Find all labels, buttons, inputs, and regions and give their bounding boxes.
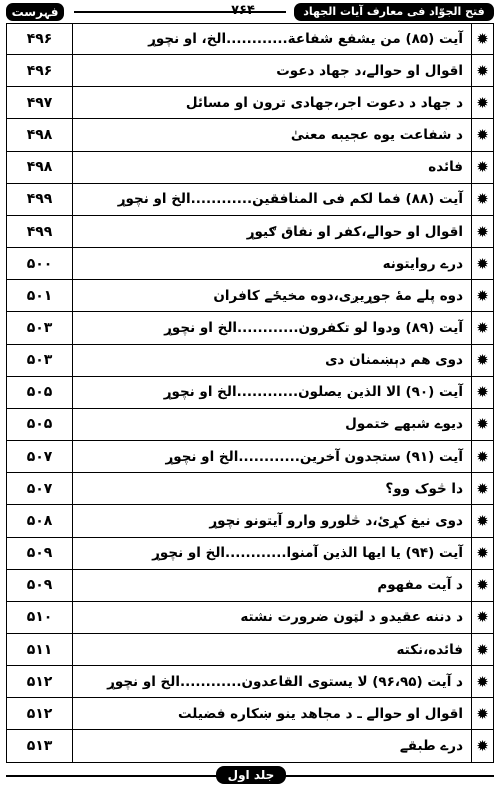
toc-page-number: ۵۰۵ <box>6 409 73 440</box>
toc-row <box>6 87 494 119</box>
toc-entry-title: آیت (۹۰) الا الذین یصلون............الخ او نچوړ <box>73 377 472 408</box>
toc-page-number: ۴۹۸ <box>6 152 73 183</box>
toc-row <box>6 441 494 473</box>
toc-row <box>6 570 494 602</box>
flower-ornament-icon: ✹ <box>472 602 494 633</box>
toc-row <box>6 312 494 344</box>
toc-page-number: ۴۹۹ <box>6 216 73 247</box>
toc-row <box>6 345 494 377</box>
flower-ornament-icon: ✹ <box>472 634 494 665</box>
toc-page-number: ۵۰۷ <box>6 441 73 472</box>
toc-entry-title: اقوال او حوالے،د جهاد دعوت <box>73 55 472 86</box>
toc-entry-title: د جهاد د دعوت اجر،جهادی ترون او مسائل <box>73 87 472 118</box>
header-rule-right <box>276 11 286 13</box>
flower-ornament-icon: ✹ <box>472 505 494 536</box>
flower-ornament-icon: ✹ <box>472 377 494 408</box>
flower-ornament-icon: ✹ <box>472 55 494 86</box>
flower-ornament-icon: ✹ <box>472 280 494 311</box>
flower-ornament-icon: ✹ <box>472 119 494 150</box>
toc-page-number: ۵۰۳ <box>6 345 73 376</box>
flower-ornament-icon: ✹ <box>472 473 494 504</box>
toc-page-number: ۵۰۹ <box>6 538 73 569</box>
toc-row <box>6 23 494 55</box>
toc-entry-title: آیت (۹۱) ستجدون آخرین............الخ او نچوړ <box>73 441 472 472</box>
page-footer <box>6 766 494 784</box>
toc-page-number: ۵۰۷ <box>6 473 73 504</box>
toc-page-number: ۵۰۱ <box>6 280 73 311</box>
toc-page-number: ۵۰۰ <box>6 248 73 279</box>
page-header <box>6 3 494 21</box>
toc-entry-title: اقوال او حوالے،کفر او نفاق ګیوړ <box>73 216 472 247</box>
toc-row <box>6 634 494 666</box>
toc-row <box>6 730 494 762</box>
flower-ornament-icon: ✹ <box>472 184 494 215</box>
volume-label: جلد اول <box>216 766 286 784</box>
toc-row <box>6 666 494 698</box>
toc-page-number: ۴۹۸ <box>6 119 73 150</box>
toc-entry-title: اقوال او حوالے ـ د مجاهد ینو ښکاره فضیلت <box>73 698 472 729</box>
toc-page-number: ۵۰۸ <box>6 505 73 536</box>
toc-row <box>6 119 494 151</box>
toc-page-number: ۵۰۳ <box>6 312 73 343</box>
toc-row <box>6 377 494 409</box>
toc-entry-title: دوی نیغ کړیٔ،د څلورو وارو آیتونو نچوړ <box>73 505 472 536</box>
toc-entry-title: درے طبقے <box>73 730 472 761</box>
flower-ornament-icon: ✹ <box>472 441 494 472</box>
toc-entry-title: درے روایتونه <box>73 248 472 279</box>
flower-ornament-icon: ✹ <box>472 24 494 54</box>
toc-entry-title: د دننه عقیدو د لټون ضرورت نشته <box>73 602 472 633</box>
toc-page-number: ۴۹۶ <box>6 24 73 54</box>
contents-label: فہرست <box>6 3 64 21</box>
toc-row <box>6 409 494 441</box>
toc-entry-title: آیت (۸۸) فما لکم فی المنافقین............الخ او نچوړ <box>73 184 472 215</box>
toc-entry-title: دوی هم دېښمنان دی <box>73 345 472 376</box>
toc-entry-title: دا څوک وو؟ <box>73 473 472 504</box>
flower-ornament-icon: ✹ <box>472 216 494 247</box>
toc-page-number: ۴۹۶ <box>6 55 73 86</box>
flower-ornament-icon: ✹ <box>472 666 494 697</box>
toc-row <box>6 55 494 87</box>
toc-entry-title: آیت (۸۵) من یشفع شفاعة............الخ، او نچوړ <box>73 24 472 54</box>
flower-ornament-icon: ✹ <box>472 152 494 183</box>
toc-row <box>6 280 494 312</box>
toc-row <box>6 216 494 248</box>
toc-row <box>6 473 494 505</box>
flower-ornament-icon: ✹ <box>472 312 494 343</box>
toc-entry-title: آیت (۹۴) یا ایها الذین آمنوا............الخ او نچوړ <box>73 538 472 569</box>
toc-page-number: ۵۰۹ <box>6 570 73 601</box>
toc-page-number: ۵۱۱ <box>6 634 73 665</box>
toc-entry-title: د آیت (۹۶،۹۵) لا یستوی القاعدون............الخ او نچوړ <box>73 666 472 697</box>
toc-page-number: ۵۱۲ <box>6 698 73 729</box>
toc-row <box>6 152 494 184</box>
flower-ornament-icon: ✹ <box>472 87 494 118</box>
flower-ornament-icon: ✹ <box>472 730 494 761</box>
toc-entry-title: فائده <box>73 152 472 183</box>
toc-entry-title: آیت (۸۹) ودوا لو تکفرون............الخ او نچوړ <box>73 312 472 343</box>
toc-row <box>6 602 494 634</box>
toc-entry-title: دیوے شبهے ختمول <box>73 409 472 440</box>
toc-entry-title: د شفاعت یوه عجیبه معنیٰ <box>73 119 472 150</box>
toc-row <box>6 184 494 216</box>
toc-entry-title: د آیت مفهوم <box>73 570 472 601</box>
toc-page-number: ۵۱۰ <box>6 602 73 633</box>
toc-page-number: ۴۹۷ <box>6 87 73 118</box>
flower-ornament-icon: ✹ <box>472 345 494 376</box>
toc-page-number: ۵۱۲ <box>6 666 73 697</box>
flower-ornament-icon: ✹ <box>472 409 494 440</box>
flower-ornament-icon: ✹ <box>472 698 494 729</box>
flower-ornament-icon: ✹ <box>472 570 494 601</box>
toc-page-number: ۴۹۹ <box>6 184 73 215</box>
toc-entry-title: فائده،نکته <box>73 634 472 665</box>
table-of-contents <box>6 23 494 763</box>
flower-ornament-icon: ✹ <box>472 248 494 279</box>
toc-page-number: ۵۱۳ <box>6 730 73 761</box>
toc-row <box>6 505 494 537</box>
toc-page-number: ۵۰۵ <box>6 377 73 408</box>
toc-row <box>6 538 494 570</box>
flower-ornament-icon: ✹ <box>472 538 494 569</box>
toc-entry-title: دوه پلے مۀ جوړیږی،دوه مخیځے کافران <box>73 280 472 311</box>
book-title: فتح الجوّاد فی معارف آیات الجهاد <box>294 3 494 21</box>
page-number: ۷۶۴ <box>231 3 255 18</box>
toc-row <box>6 248 494 280</box>
toc-row <box>6 698 494 730</box>
